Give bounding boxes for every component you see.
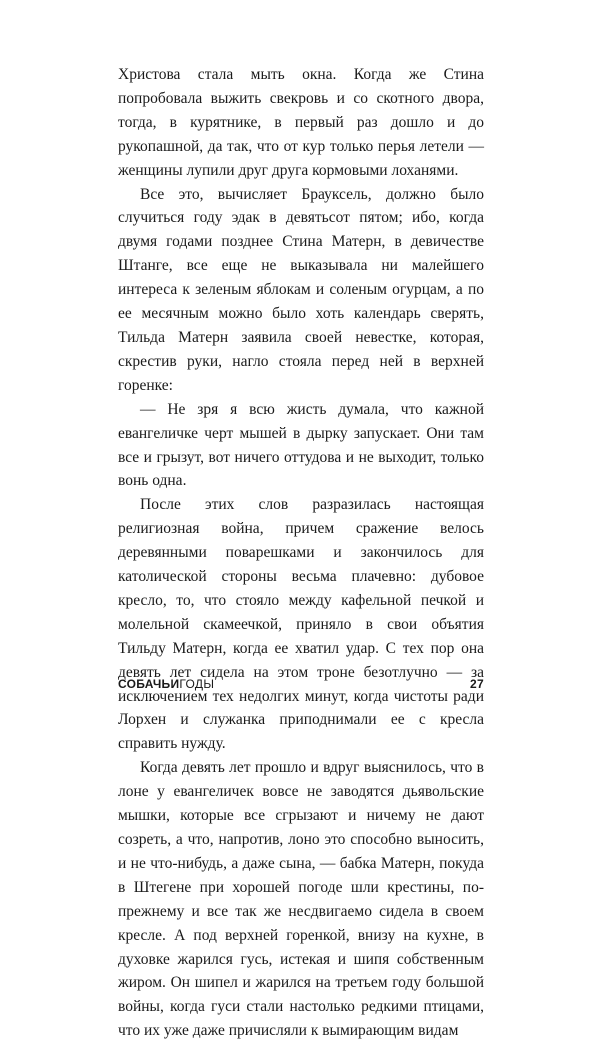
running-title bbox=[118, 677, 214, 691]
page-footer bbox=[118, 677, 484, 695]
body-text bbox=[118, 63, 484, 1043]
page-number: 27 bbox=[470, 677, 484, 691]
running-title-light: ГОДЫ bbox=[179, 677, 215, 691]
paragraph-4: После этих слов разразилась настоящая религиозная война, причем сражение велось деревянными поварешками и закончилось для католической стороны весьма плачевно: дубовое кресло, то, что стояло между кафельной печкой и молельной скамеечкой, приняло в свои объятия Тильду Матерн, когда ее хватил удар. С тех пор она девять лет сидела на этом троне безотлучно — за исключением тех недолгих минут, когда чистоты ради Лорхен и служанка приподнимали ее с кресла справить нужду. bbox=[118, 496, 484, 753]
paragraph-5: Когда девять лет прошло и вдруг выяснилось, что в лоне у евангеличек вовсе не заводятся дьявольские мышки, которые все сгрызают и ничему не дают созреть, а что, напротив, лоно это способно выносить, и не что-нибудь, а даже сына, — бабка Матерн, покуда в Штегене при хорошей погоде шли крестины, по-прежнему и все так же несдвигаемо сидела в своем кресле. А под верхней горенкой, внизу на кухне, в духовке жарился гусь, истекая и шипя собственным жиром. Он шипел и жарился на третьем году большой войны, когда гуси стали настолько редкими птицами, что их уже даже причисляли к вымирающим видам bbox=[118, 759, 484, 1040]
paragraph-3: — Не зря я всю жисть думала, что кажной евангеличке черт мышей в дырку запускает. Они там все и грызут, вот ничего оттудова и не выходит, только вонь одна. bbox=[118, 400, 484, 490]
paragraph-1: Христова стала мыть окна. Когда же Стина попробовала выжить свекровь и со скотного двора, тогда, в курятнике, в первый раз дошло и до рукопашной, да так, что от кур только перья летели — женщины лупили друг друга кормовыми лоханями. bbox=[118, 66, 484, 179]
paragraph-2: Все это, вычисляет Брауксель, должно было случиться году эдак в девятьсот пятом; ибо, когда двумя годами позднее Стина Матерн, в девичестве Штанге, все еще не выказывала ни малейшего интереса к зеленым яблокам и соленым огурцам, а по ее месячным можно было хоть календарь сверять, Тильда Матерн заявила своей невестке, которая, скрестив руки, нагло стояла перед ней в верхней горенке: bbox=[118, 185, 484, 394]
running-title-bold: СОБАЧЬИ bbox=[118, 677, 180, 691]
